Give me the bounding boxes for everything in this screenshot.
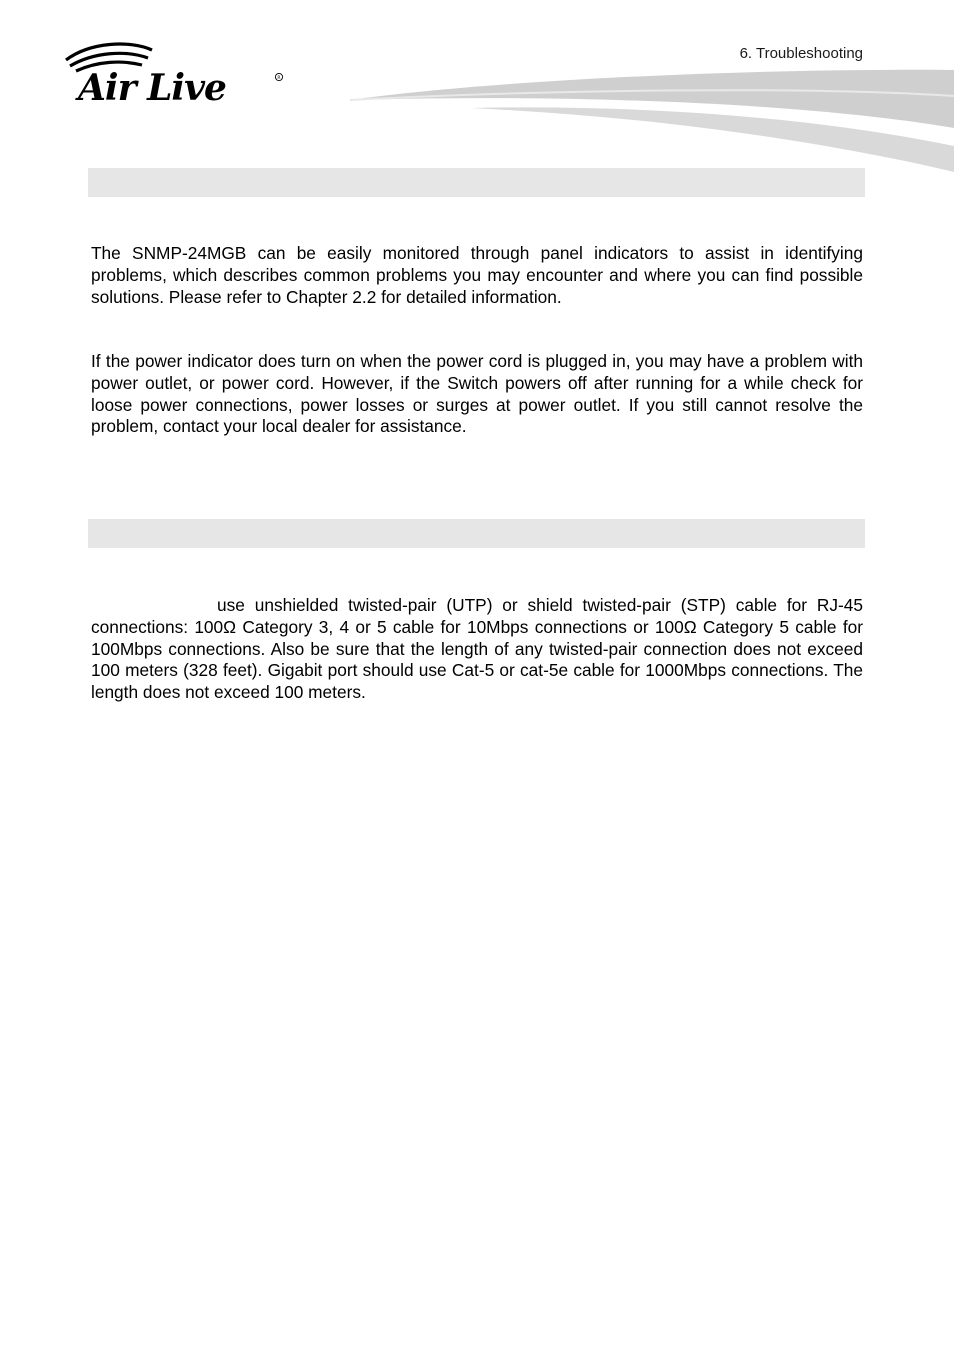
paragraph-power-indicator: If the power indicator does turn on when the power cord is plugged in, you may have a problem with power outlet, or power cord. However, if the Switch powers off after running for a while check for loose power connections, power losses or surges at power outlet. If you still cannot resolve the problem, contact your local dealer for assistance.	[91, 351, 863, 437]
paragraph-panel-indicators: The SNMP-24MGB can be easily monitored through panel indicators to assist in identifying problems, which describes common problems you may encounter and where you can find possible solutions. Please refer to Chapter 2.2 for detailed information.	[91, 243, 863, 307]
section-heading-bar-1	[88, 168, 865, 197]
registered-mark-letter: R	[277, 76, 281, 81]
header-swoosh-decoration	[340, 60, 954, 180]
logo-wordmark: Air Live	[78, 67, 226, 106]
airlive-logo	[60, 40, 290, 106]
logo-arc-outer	[66, 44, 152, 60]
paragraph-cabling: use unshielded twisted-pair (UTP) or shield twisted-pair (STP) cable for RJ-45 connections: 100Ω Category 3, 4 or 5 cable for 10Mbps connections or 100Ω Category 5 cable for 100Mbps connections. Also be sure that the length of any twisted-pair connection does not exceed 100 meters (328 feet). Gigabit port should use Cat-5 or cat-5e cable for 1000Mbps connections. The length does not exceed 100 meters.	[91, 595, 863, 703]
section-heading-bar-2	[88, 519, 865, 548]
chapter-header: 6. Troubleshooting	[739, 45, 863, 62]
